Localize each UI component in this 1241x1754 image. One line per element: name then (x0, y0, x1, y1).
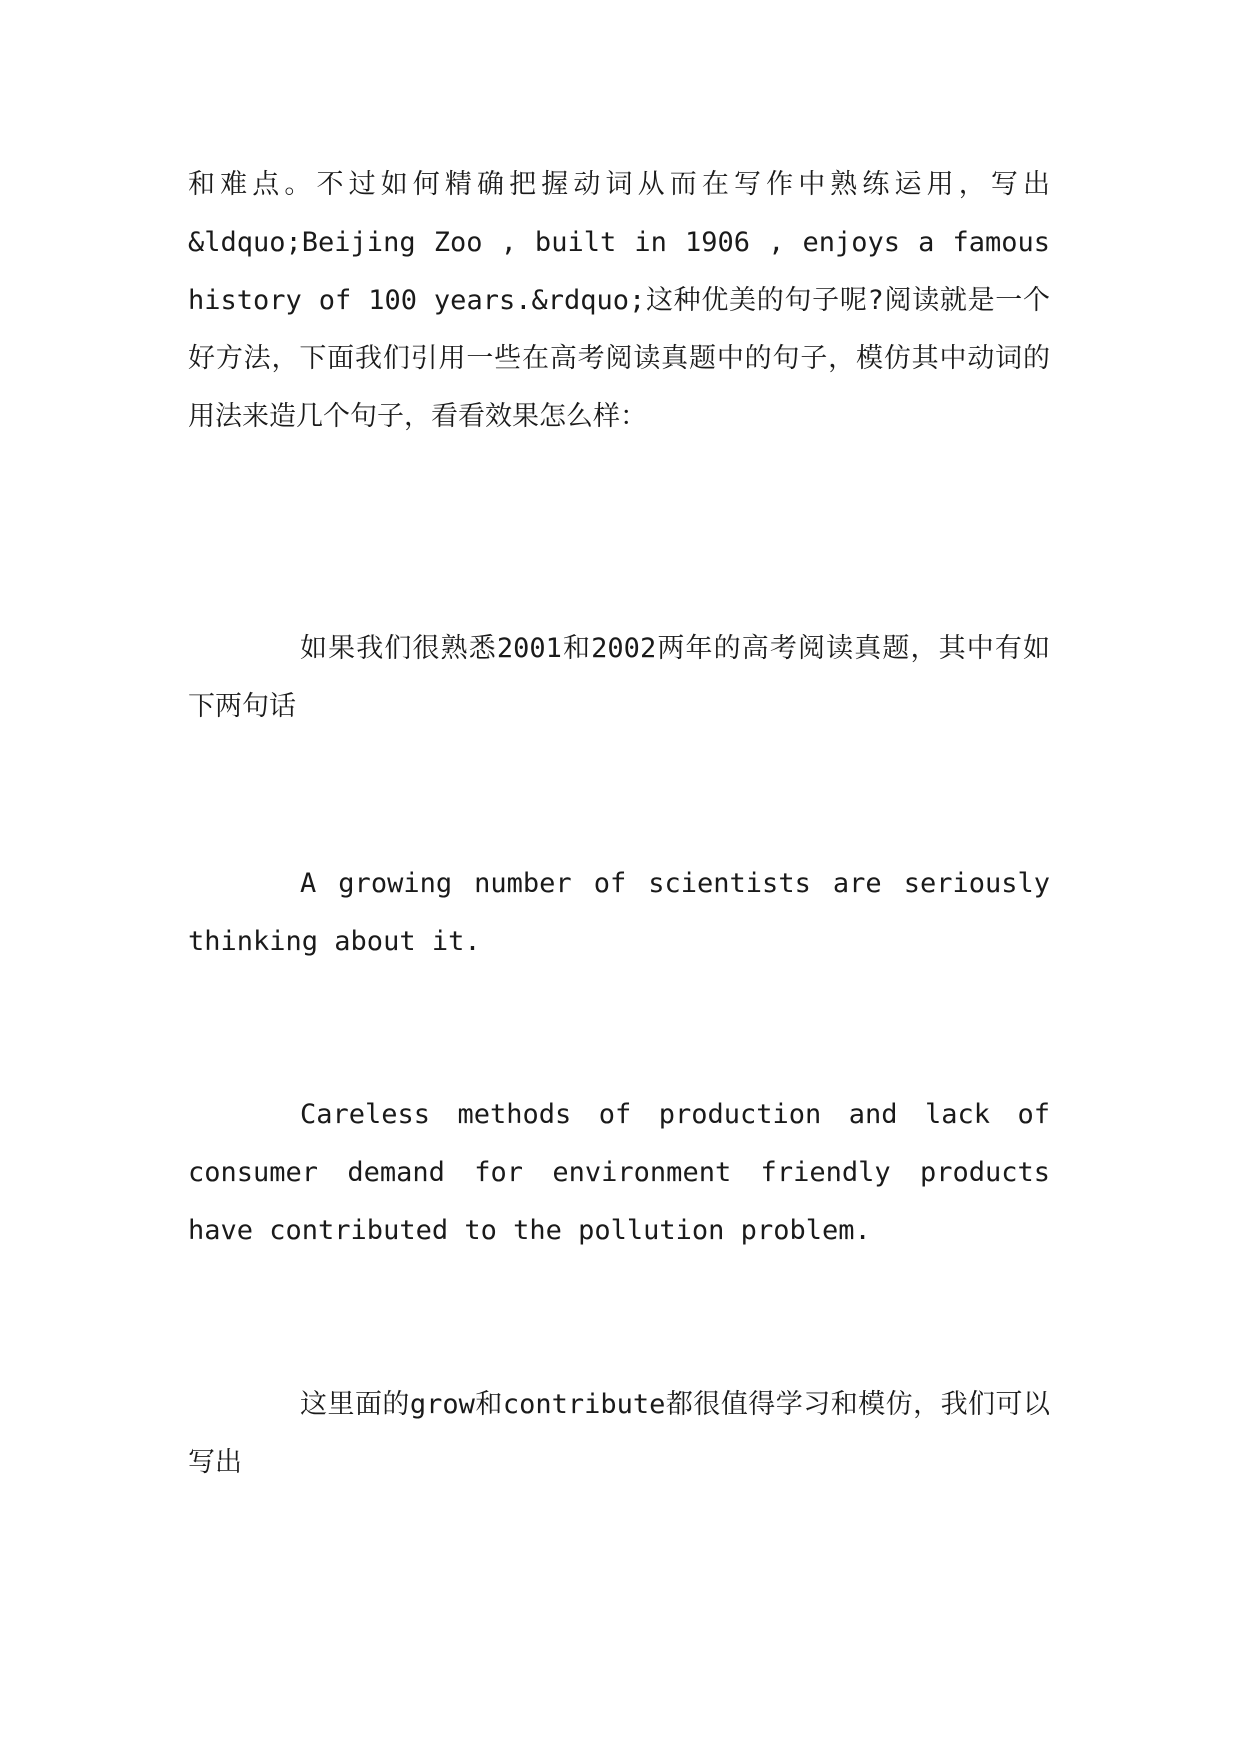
paragraph-example-sentence-contribute: Careless methods of production and lack of consumer demand for environment friendly products have contributed to the pollution problem. (188, 1099, 1050, 1246)
paragraph-verb-usage-intro: 和难点。不过如何精确把握动词从而在写作中熟练运用，写出&ldquo;Beijing Zoo , built in 1906 , enjoys a famous history of 100 years.&rdquo;这种优美的句子呢?阅读就是一个好方法，下面我们引用一些在高考阅读真题中的句子，模仿其中动词的用法来造几个句子，看看效果怎么样： (188, 169, 1050, 432)
paragraph-imitation-note: 这里面的grow和contribute都很值得学习和模仿，我们可以写出 (188, 1389, 1050, 1478)
paragraph-exam-sentences-intro: 如果我们很熟悉2001和2002两年的高考阅读真题，其中有如下两句话 (188, 633, 1050, 722)
paragraph-example-sentence-grow: A growing number of scientists are seriously thinking about it. (188, 868, 1050, 957)
